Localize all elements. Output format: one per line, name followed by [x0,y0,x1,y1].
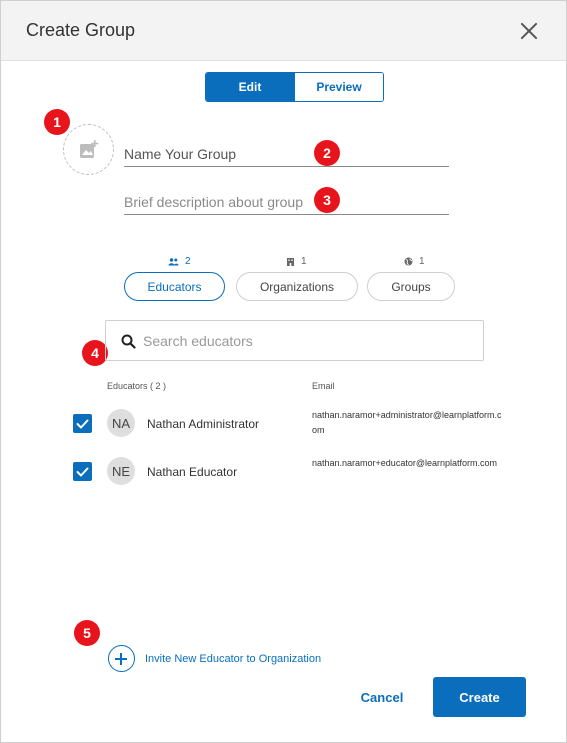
cancel-button[interactable]: Cancel [360,689,404,705]
annotation-badge-2: 2 [314,140,340,166]
mode-toggle [205,72,384,102]
invite-educator-label: Invite New Educator to Organization [145,652,322,665]
preview-tab-button[interactable]: Preview [294,73,383,101]
close-icon[interactable] [518,20,540,42]
educators-column-header: Educators ( 2 ) [107,381,167,391]
group-image-upload[interactable] [63,124,114,175]
search-input[interactable] [143,321,473,360]
avatar: NA [107,409,135,437]
annotation-badge-5: 5 [74,620,100,646]
checkmark-icon [76,467,89,477]
groups-count-value: 1 [419,256,425,267]
educators-count [168,256,191,267]
annotation-badge-1: 1 [44,109,70,135]
tab-groups[interactable]: Groups [367,272,455,301]
dialog-header [1,1,566,61]
building-icon [286,257,295,266]
add-image-icon [79,140,99,160]
email-column-header: Email [312,381,335,391]
educators-count-value: 2 [185,256,191,267]
group-name-input[interactable]: Name Your Group [124,139,449,167]
globe-icon [404,257,413,266]
avatar: NE [107,457,135,485]
search-box [105,320,484,361]
row-checkbox[interactable] [73,414,92,433]
group-description-input[interactable]: Brief description about group [124,187,449,215]
tab-organizations[interactable]: Organizations [236,272,358,301]
educator-email: nathan.naramor+administrator@learnplatform.com [312,410,502,435]
tab-educators[interactable]: Educators [124,272,225,301]
dialog-title: Create Group [26,20,136,40]
educator-email: nathan.naramor+educator@learnplatform.com [312,458,497,468]
search-icon [121,334,136,349]
educator-name: Nathan Administrator [147,417,260,431]
organizations-count [286,256,307,267]
invite-educator-link[interactable] [108,645,321,672]
create-button[interactable]: Create [433,677,526,717]
checkmark-icon [76,419,89,429]
groups-count [404,256,425,267]
row-checkbox[interactable] [73,462,92,481]
table-row [73,451,513,491]
educator-name: Nathan Educator [147,465,238,479]
people-icon [168,258,179,266]
table-row [73,403,513,443]
annotation-badge-3: 3 [314,187,340,213]
annotation-badge-4: 4 [82,340,108,366]
organizations-count-value: 1 [301,256,307,267]
plus-circle-icon [108,645,135,672]
edit-tab-button[interactable]: Edit [206,73,294,101]
